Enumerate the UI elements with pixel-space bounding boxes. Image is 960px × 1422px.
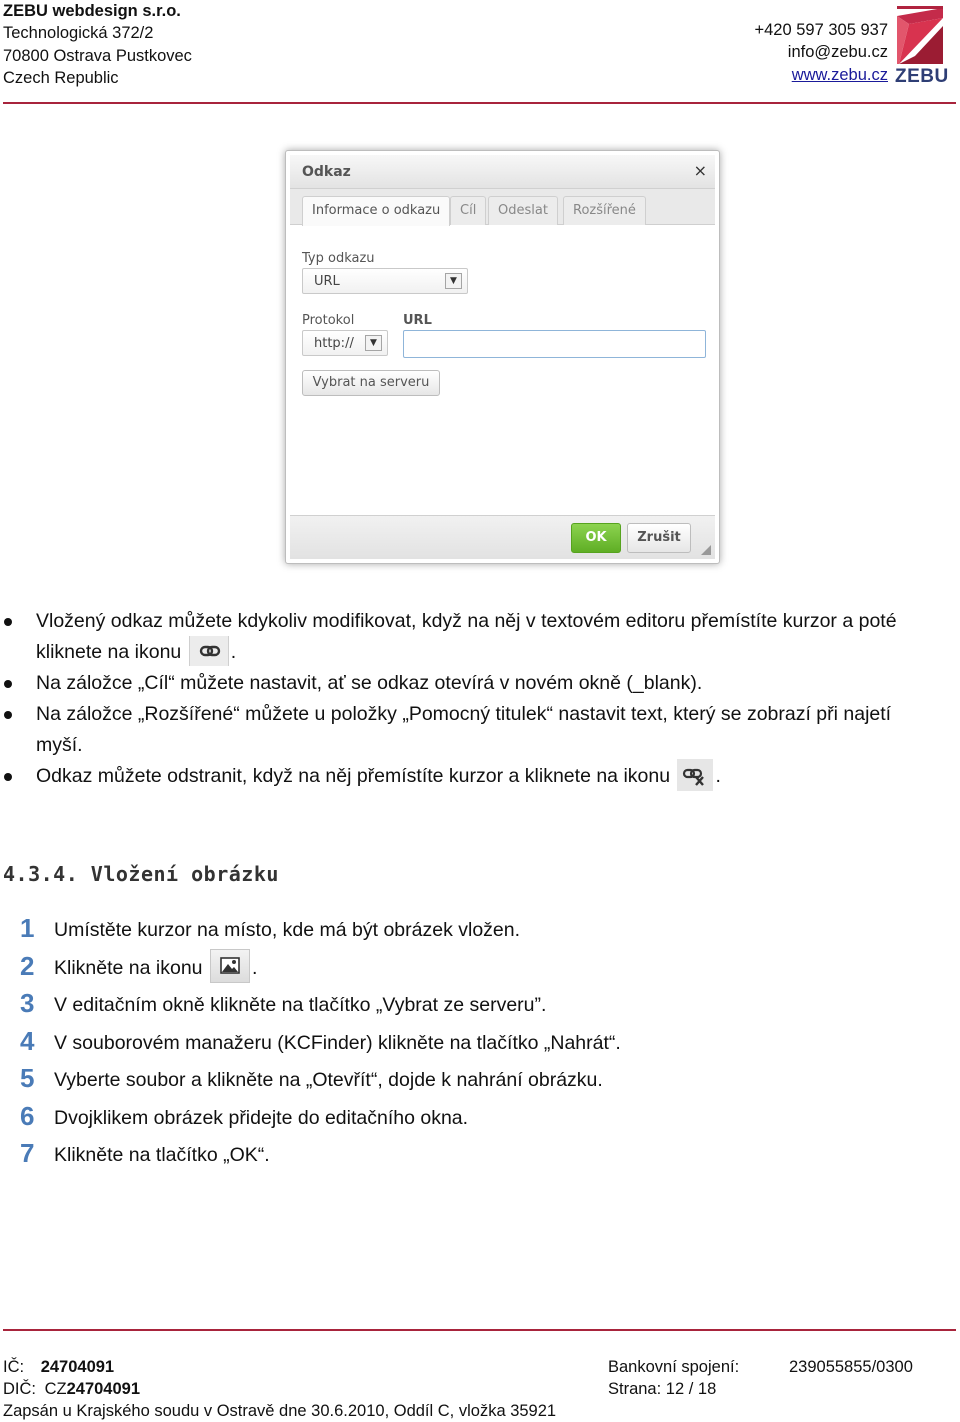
tab-advanced[interactable]: Rozšířené [563,196,646,225]
footer-dic [3,1378,140,1400]
dialog-tabs [290,189,715,225]
link-icon [189,636,229,666]
url-label: URL [403,313,432,328]
protocol-value: http:// [314,336,354,351]
street: Technologická 372/2 [3,24,154,43]
zebu-logo-mark [895,6,947,66]
step-number: 3 [20,988,35,1018]
step-text: Dvojklikem obrázek přidejte do editačního okna. [54,1106,469,1129]
step-text: Vyberte soubor a klikněte na „Otevřít“, dojde k nahrání obrázku. [54,1069,603,1091]
bullet-dot [4,680,12,688]
tab-upload[interactable]: Odeslat [488,196,558,225]
step-number: 2 [20,950,35,981]
list-item-text: Vložený odkaz můžete kdykoliv modifikovat, když na něj v textovém editoru přemístíte kurzor a poté kliknete na ikonu [36,610,897,663]
dic-prefix: CZ [44,1380,67,1398]
list-item [0,699,940,761]
step-number: 1 [20,913,35,943]
unlink-icon [677,759,713,791]
dialog-title: Odkaz [302,164,351,180]
protocol-label: Protokol [302,313,355,328]
bank-label: Bankovní spojení: [608,1358,740,1376]
dialog-footer [290,515,715,559]
phone: +420 597 305 937 [754,21,888,39]
zebu-logo [895,6,947,88]
chevron-down-icon: ▼ [365,335,382,351]
logo-text: ZEBU [895,66,949,87]
step-item [20,1100,920,1138]
list-item [0,761,940,793]
list-item-text: Na záložce „Rozšířené“ můžete u položky „Pomocný titulek“ nastavit text, který se zobrazí při najetí myší. [36,703,892,756]
section-heading: 4.3.4. Vložení obrázku [3,862,279,886]
close-icon[interactable]: × [693,161,707,180]
step-number: 4 [20,1025,35,1056]
browse-server-button[interactable]: Vybrat na serveru [302,370,440,396]
step-item [20,1137,920,1175]
ic-label: IČ: [3,1358,25,1376]
chevron-down-icon: ▼ [445,273,462,289]
step-item [20,987,920,1025]
footer-registry: Zapsán u Krajského soudu v Ostravě dne 30.6.2010, Oddíl C, vložka 35921 [3,1402,557,1420]
list-item-text-end: . [715,765,721,788]
step-text: Klikněte na tlačítko „OK“. [54,1144,270,1166]
step-text [54,950,257,988]
dic-label: DIČ: [3,1380,36,1398]
image-icon [210,949,250,983]
footer-ic [3,1356,114,1378]
resize-handle[interactable] [701,545,711,555]
step-item [20,1062,920,1100]
city: 70800 Ostrava Pustkovec [3,46,192,65]
step-text-end: . [251,956,258,979]
link-type-label: Typ odkazu [302,251,375,266]
ic-value: 24704091 [40,1358,115,1376]
bullet-list [0,606,940,793]
email: info@zebu.cz [787,43,888,62]
numbered-steps [20,912,920,1175]
step-number: 7 [20,1138,35,1168]
step-item [20,1025,920,1063]
bullet-dot [4,711,12,719]
dialog-titlebar [290,155,715,189]
step-text-start: Klikněte na ikonu [54,956,203,979]
page-number: Strana: 12 / 18 [608,1380,717,1398]
link-type-value: URL [314,274,340,289]
step-text: Umístěte kurzor na místo, kde má být obrázek vložen. [54,919,521,941]
dialog-body [290,226,715,516]
step-text: V editačním okně klikněte na tlačítko „Vybrat ze serveru”. [54,994,547,1016]
protocol-select[interactable] [302,330,388,356]
list-item-text: Na záložce „Cíl“ můžete nastavit, ať se odkaz otevírá v novém okně (_blank). [36,672,703,694]
bullet-dot [4,773,12,781]
url-input[interactable] [403,330,706,358]
step-item [20,912,920,950]
list-item [0,606,940,668]
tab-link-info[interactable]: Informace o odkazu [302,196,450,226]
link-dialog [285,150,720,564]
website-link[interactable]: www.zebu.cz [791,65,888,84]
footer-divider [3,1329,956,1331]
tab-target[interactable]: Cíl [450,196,486,225]
company-address [3,0,192,89]
contact-info [754,19,888,86]
list-item [0,668,940,699]
list-item-text-end: . [230,641,237,663]
company-name: ZEBU webdesign s.r.o. [3,2,181,20]
step-number: 6 [20,1100,35,1131]
step-text: V souborovém manažeru (KCFinder) klikněte na tlačítko „Nahrát“. [54,1031,621,1054]
list-item-text: Odkaz můžete odstranit, když na něj přemístíte kurzor a kliknete na ikonu [36,765,671,788]
bullet-dot [4,618,12,626]
bank-value: 239055855/0300 [789,1358,913,1376]
ok-button[interactable]: OK [571,523,621,553]
cancel-button[interactable]: Zrušit [627,523,691,553]
link-type-select[interactable] [302,268,468,294]
step-item [20,950,920,988]
country: Czech Republic [3,68,119,87]
dic-value: 24704091 [66,1380,141,1398]
step-number: 5 [20,1063,35,1093]
header-divider [3,102,956,104]
